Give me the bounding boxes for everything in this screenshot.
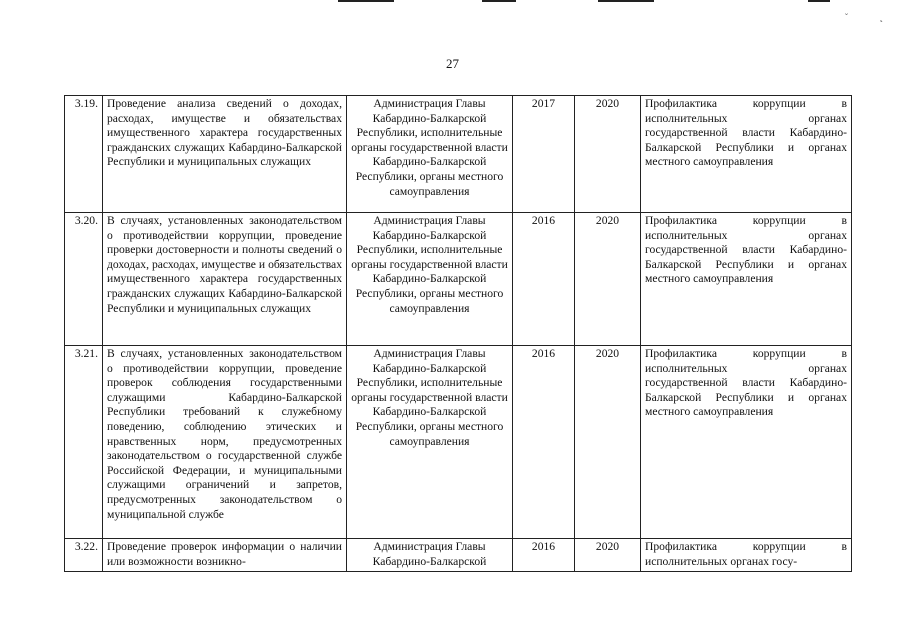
expected-result: Профилактика коррупции в исполнительных органах государственной власти Кабардино-Балкарской Республики и органах местного самоуправления xyxy=(641,346,852,539)
executor-cell: Администрация Главы Кабардино-Балкарской xyxy=(347,539,513,572)
executor-cell: Администрация Главы Кабардино-Балкарской Республики, исполнительные органы государственной власти Кабардино-Балкарской Республики, органы местного самоуправления xyxy=(347,96,513,213)
start-year: 2017 xyxy=(513,96,575,213)
measure-description: В случаях, установленных законодательством о противодействии коррупции, проведение проверок соблюдения государственными служащими Кабардино-Балкарской Республики требований к служебному поведению, соблюдению этических и нравственных норм, предусмотренных законодательством о государственной службе Российской Федерации, и муниципальными служащими ограничений и запретов, предусмотренных законодательством о муниципальной службе xyxy=(103,346,347,539)
measure-description: Проведение анализа сведений о доходах, расходах, имуществе и обязательствах имущественного характера государственных гражданских служащих Кабардино-Балкарской Республики и муниципальных служащих xyxy=(103,96,347,213)
scan-artifact-dot: ˛ xyxy=(880,12,883,22)
executor-cell: Администрация Главы Кабардино-Балкарской Республики, исполнительные органы государственной власти Кабардино-Балкарской Республики, органы местного самоуправления xyxy=(347,213,513,346)
expected-result: Профилактика коррупции в исполнительных органах госу- xyxy=(641,539,852,572)
expected-result: Профилактика коррупции в исполнительных органах государственной власти Кабардино-Балкарской Республики и органах местного самоуправления xyxy=(641,96,852,213)
table-row xyxy=(65,346,852,539)
end-year: 2020 xyxy=(575,539,641,572)
executor-cell: Администрация Главы Кабардино-Балкарской Республики, исполнительные органы государственной власти Кабардино-Балкарской Республики, органы местного самоуправления xyxy=(347,346,513,539)
item-number: 3.22. xyxy=(65,539,103,572)
end-year: 2020 xyxy=(575,346,641,539)
scan-artifact-dot: ˘ xyxy=(845,12,848,22)
start-year: 2016 xyxy=(513,539,575,572)
scan-artifact-line xyxy=(808,0,830,2)
start-year: 2016 xyxy=(513,346,575,539)
table-row xyxy=(65,96,852,213)
item-number: 3.20. xyxy=(65,213,103,346)
scan-artifact-line xyxy=(482,0,516,2)
start-year: 2016 xyxy=(513,213,575,346)
table-row xyxy=(65,213,852,346)
scan-artifact-line xyxy=(338,0,394,2)
measure-description: Проведение проверок информации о наличии или возможности возникно- xyxy=(103,539,347,572)
expected-result: Профилактика коррупции в исполнительных органах государственной власти Кабардино-Балкарской Республики и органах местного самоуправления xyxy=(641,213,852,346)
end-year: 2020 xyxy=(575,213,641,346)
page-number: 27 xyxy=(446,56,459,71)
measures-table xyxy=(64,95,852,572)
item-number: 3.19. xyxy=(65,96,103,213)
end-year: 2020 xyxy=(575,96,641,213)
table-row xyxy=(65,539,852,572)
item-number: 3.21. xyxy=(65,346,103,539)
measure-description: В случаях, установленных законодательством о противодействии коррупции, проведение проверки достоверности и полноты сведений о доходах, расходах, имуществе и обязательствах имущественного характера государственных гражданских служащих Кабардино-Балкарской Республики и муниципальных служащих xyxy=(103,213,347,346)
scan-artifact-line xyxy=(598,0,654,2)
